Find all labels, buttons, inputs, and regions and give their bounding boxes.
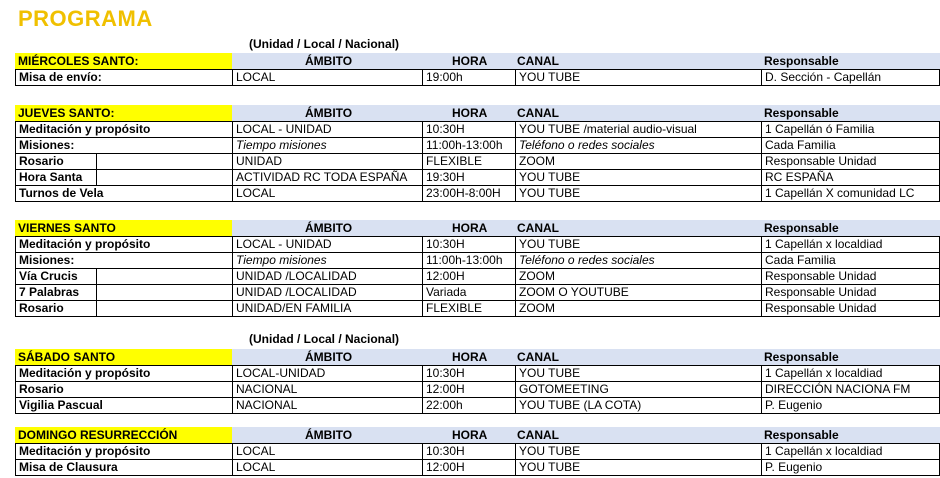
cell-divider (96, 269, 97, 284)
responsable-cell: 1 Capellán x localdiad (765, 444, 883, 458)
day-label: VIERNES SANTO (15, 220, 232, 236)
section-header (15, 220, 940, 236)
responsable-cell: 1 Capellán x localdiad (765, 237, 883, 251)
header-responsable: Responsable (764, 54, 839, 68)
ambito-cell: LOCAL - UNIDAD (233, 237, 423, 252)
activity-cell: Misiones: (16, 138, 233, 153)
day-section (15, 349, 940, 414)
responsable-cell: Responsable Unidad (765, 154, 877, 168)
table-row (15, 122, 940, 138)
hora-cell: 12:00H (423, 269, 516, 284)
activity-cell: Vigilia Pascual (16, 398, 233, 413)
header-hora: HORA (452, 428, 488, 442)
activity-cell: Rosario (16, 382, 233, 397)
canal-cell: YOU TUBE (516, 237, 762, 252)
table-row (15, 382, 940, 398)
canal-cell: ZOOM (516, 269, 762, 284)
responsable-cell: Responsable Unidad (765, 285, 877, 299)
hora-cell: FLEXIBLE (423, 154, 516, 169)
section-header (15, 427, 940, 443)
header-hora: HORA (452, 106, 488, 120)
activity-cell: Vía Crucis (16, 269, 233, 284)
header-responsable: Responsable (764, 221, 839, 235)
day-label: MIÉRCOLES SANTO: (15, 53, 232, 69)
header-responsable: Responsable (764, 350, 839, 364)
responsable-cell: 1 Capellán X comunidad LC (765, 186, 915, 200)
ambito-cell: LOCAL (233, 186, 423, 201)
table-row (15, 301, 940, 317)
responsable-cell: 1 Capellán ó Familia (765, 122, 875, 136)
hora-cell: 23:00H-8:00H (423, 186, 516, 201)
cell-divider (96, 301, 97, 316)
table-row (15, 285, 940, 301)
ambito-cell: LOCAL-UNIDAD (233, 366, 423, 381)
table-row (15, 366, 940, 382)
ambito-cell: UNIDAD (233, 154, 423, 169)
ambito-cell: UNIDAD /LOCALIDAD (233, 285, 423, 300)
table-row (15, 70, 940, 86)
responsable-cell: D. Sección - Capellán (765, 70, 882, 84)
ambito-cell: LOCAL - UNIDAD (233, 122, 423, 137)
responsable-cell: Responsable Unidad (765, 301, 877, 315)
table-row (15, 237, 940, 253)
header-ambito: ÁMBITO (305, 221, 353, 235)
ambito-cell: ACTIVIDAD RC TODA ESPAÑA (233, 170, 423, 185)
section-header (15, 349, 940, 365)
hora-cell: 10:30H (423, 237, 516, 252)
table-row (15, 444, 940, 460)
section-header (15, 53, 940, 69)
header-responsable: Responsable (764, 428, 839, 442)
ambito-cell: NACIONAL (233, 398, 423, 413)
table-row (15, 186, 940, 202)
header-canal: CANAL (517, 221, 559, 235)
responsable-cell: RC ESPAÑA (765, 170, 834, 184)
day-section (15, 220, 940, 317)
page-title: PROGRAMA (18, 6, 153, 31)
canal-cell: YOU TUBE (516, 186, 762, 201)
day-section (15, 105, 940, 202)
activity-cell: Misa de Clausura (16, 460, 233, 475)
header-responsable: Responsable (764, 106, 839, 120)
responsable-cell: Responsable Unidad (765, 269, 877, 283)
ambito-cell: Tiempo misiones (233, 253, 423, 268)
ambito-cell: UNIDAD/EN FAMILIA (233, 301, 423, 316)
table-row (15, 269, 940, 285)
canal-cell: Teléfono o redes sociales (516, 253, 762, 268)
ambito-cell: LOCAL (233, 460, 423, 475)
day-label: JUEVES SANTO: (15, 105, 232, 121)
canal-cell: YOU TUBE (516, 366, 762, 381)
cell-divider (96, 170, 97, 185)
activity-cell: Rosario (16, 301, 233, 316)
section-rows (15, 121, 940, 202)
hora-cell: Variada (423, 285, 516, 300)
table-row (15, 170, 940, 186)
activity-cell: Meditación y propósito (16, 237, 233, 252)
ambito-cell: UNIDAD /LOCALIDAD (233, 269, 423, 284)
canal-cell: YOU TUBE /material audio-visual (516, 122, 762, 137)
responsable-cell: P. Eugenio (765, 398, 823, 412)
hora-cell: 19:00h (423, 70, 516, 85)
header-ambito: ÁMBITO (305, 106, 353, 120)
table-row (15, 138, 940, 154)
activity-cell: Misa de envío: (16, 70, 233, 85)
activity-cell: Misiones: (16, 253, 233, 268)
table-row (15, 154, 940, 170)
hora-cell: 12:00H (423, 382, 516, 397)
hora-cell: 22:00h (423, 398, 516, 413)
activity-cell: Rosario (16, 154, 233, 169)
header-canal: CANAL (517, 106, 559, 120)
header-ambito: ÁMBITO (305, 350, 353, 364)
header-hora: HORA (452, 54, 488, 68)
hora-cell: 19:30H (423, 170, 516, 185)
table-row (15, 398, 940, 414)
day-label: DOMINGO RESURRECCIÓN (15, 427, 232, 443)
table-row (15, 253, 940, 269)
header-canal: CANAL (517, 428, 559, 442)
hora-cell: 11:00h-13:00h (423, 138, 516, 153)
responsable-cell: P. Eugenio (765, 460, 823, 474)
header-ambito: ÁMBITO (305, 428, 353, 442)
canal-cell: YOU TUBE (LA COTA) (516, 398, 762, 413)
canal-cell: Teléfono o redes sociales (516, 138, 762, 153)
responsable-cell: Cada Familia (765, 138, 836, 152)
ambito-cell: LOCAL (233, 444, 423, 459)
activity-cell: Turnos de Vela (16, 186, 233, 201)
canal-cell: YOU TUBE (516, 170, 762, 185)
ambito-cell: LOCAL (233, 70, 423, 85)
cell-divider (96, 154, 97, 169)
section-rows (15, 443, 940, 476)
activity-cell: Meditación y propósito (16, 444, 233, 459)
header-ambito: ÁMBITO (305, 54, 353, 68)
responsable-cell: Cada Familia (765, 253, 836, 267)
section-header (15, 105, 940, 121)
canal-cell: YOU TUBE (516, 460, 762, 475)
responsable-cell: 1 Capellán x localdiad (765, 366, 883, 380)
day-section (15, 427, 940, 476)
canal-cell: YOU TUBE (516, 70, 762, 85)
activity-cell: 7 Palabras (16, 285, 233, 300)
canal-cell: ZOOM (516, 154, 762, 169)
cell-divider (96, 285, 97, 300)
activity-cell: Meditación y propósito (16, 366, 233, 381)
canal-cell: GOTOMEETING (516, 382, 762, 397)
ambito-cell: Tiempo misiones (233, 138, 423, 153)
section-rows (15, 236, 940, 317)
header-hora: HORA (452, 221, 488, 235)
scope-note: (Unidad / Local / Nacional) (249, 37, 400, 51)
activity-cell: Hora Santa (16, 170, 233, 185)
scope-note: (Unidad / Local / Nacional) (249, 332, 400, 346)
hora-cell: 10:30H (423, 366, 516, 381)
canal-cell: ZOOM O YOUTUBE (516, 285, 762, 300)
hora-cell: 12:00H (423, 460, 516, 475)
table-row (15, 460, 940, 476)
canal-cell: YOU TUBE (516, 444, 762, 459)
hora-cell: 10:30H (423, 122, 516, 137)
section-rows (15, 365, 940, 414)
header-canal: CANAL (517, 350, 559, 364)
section-rows (15, 69, 940, 86)
header-hora: HORA (452, 350, 488, 364)
canal-cell: ZOOM (516, 301, 762, 316)
hora-cell: FLEXIBLE (423, 301, 516, 316)
hora-cell: 10:30H (423, 444, 516, 459)
activity-cell: Meditación y propósito (16, 122, 233, 137)
header-canal: CANAL (517, 54, 559, 68)
responsable-cell: DIRECCIÓN NACIONA FM (765, 382, 911, 396)
hora-cell: 11:00h-13:00h (423, 253, 516, 268)
day-section (15, 53, 940, 86)
day-label: SÁBADO SANTO (15, 349, 232, 365)
ambito-cell: NACIONAL (233, 382, 423, 397)
